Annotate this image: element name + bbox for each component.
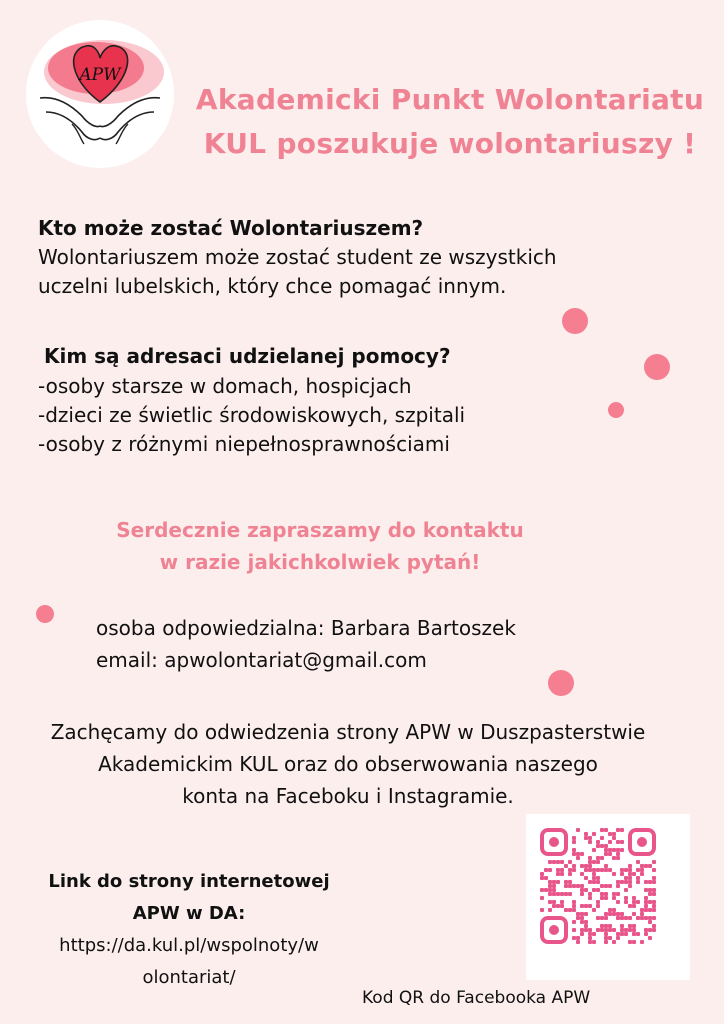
visit-text (10, 716, 686, 812)
website-link-block (24, 866, 354, 994)
contact-section (96, 612, 516, 676)
decorative-dot (562, 308, 588, 334)
who-section (38, 214, 557, 301)
who-line-2: uczelni lubelskich, który chce pomagać innym. (38, 274, 507, 298)
visit-line-1: Zachęcamy do odwiedzenia strony APW w Duszpasterstwie (50, 720, 646, 744)
list-item: -osoby z różnymi niepełnosprawnościami (38, 432, 450, 456)
contact-email[interactable]: email: apwolontariat@gmail.com (96, 648, 427, 672)
invite-line-1: Serdecznie zapraszamy do kontaktu (116, 518, 524, 542)
qr-caption: Kod QR do Facebooka APW (362, 988, 591, 1008)
list-item: -osoby starsze w domach, hospicjach (38, 374, 412, 398)
apw-logo (26, 20, 174, 168)
decorative-dot (608, 402, 624, 418)
link-heading-2: APW w DA: (132, 903, 246, 924)
heart-hands-icon (26, 20, 174, 168)
visit-line-3: konta na Faceboku i Instagramie. (182, 784, 514, 808)
contact-person: osoba odpowiedzialna: Barbara Bartoszek (96, 616, 516, 640)
list-item: -dzieci ze świetlic środowiskowych, szpitali (38, 403, 466, 427)
title-line-1: Akademicki Punkt Wolontariatu (195, 83, 705, 116)
recipients-list (38, 372, 465, 459)
invite-text (60, 514, 580, 578)
who-line-1: Wolontariuszem może zostać student ze wszystkich (38, 245, 557, 269)
decorative-dot (548, 670, 574, 696)
qr-code[interactable] (526, 814, 690, 980)
recipients-heading: Kim są adresaci udzielanej pomocy? (44, 344, 451, 368)
website-url-2[interactable]: olontariat/ (142, 967, 236, 988)
page-title (180, 78, 720, 166)
qr-code-icon (526, 814, 690, 980)
who-heading: Kto może zostać Wolontariuszem? (38, 216, 424, 240)
title-line-2: KUL poszukuje wolontariuszy ! (203, 127, 697, 160)
link-heading-1: Link do strony internetowej (48, 871, 330, 892)
website-url-1[interactable]: https://da.kul.pl/wspolnoty/w (59, 935, 319, 956)
visit-line-2: Akademickim KUL oraz do obserwowania naszego (98, 752, 598, 776)
decorative-dot (36, 605, 54, 623)
invite-line-2: w razie jakichkolwiek pytań! (159, 550, 481, 574)
logo-text: APW (79, 65, 121, 85)
decorative-dot (644, 354, 670, 380)
